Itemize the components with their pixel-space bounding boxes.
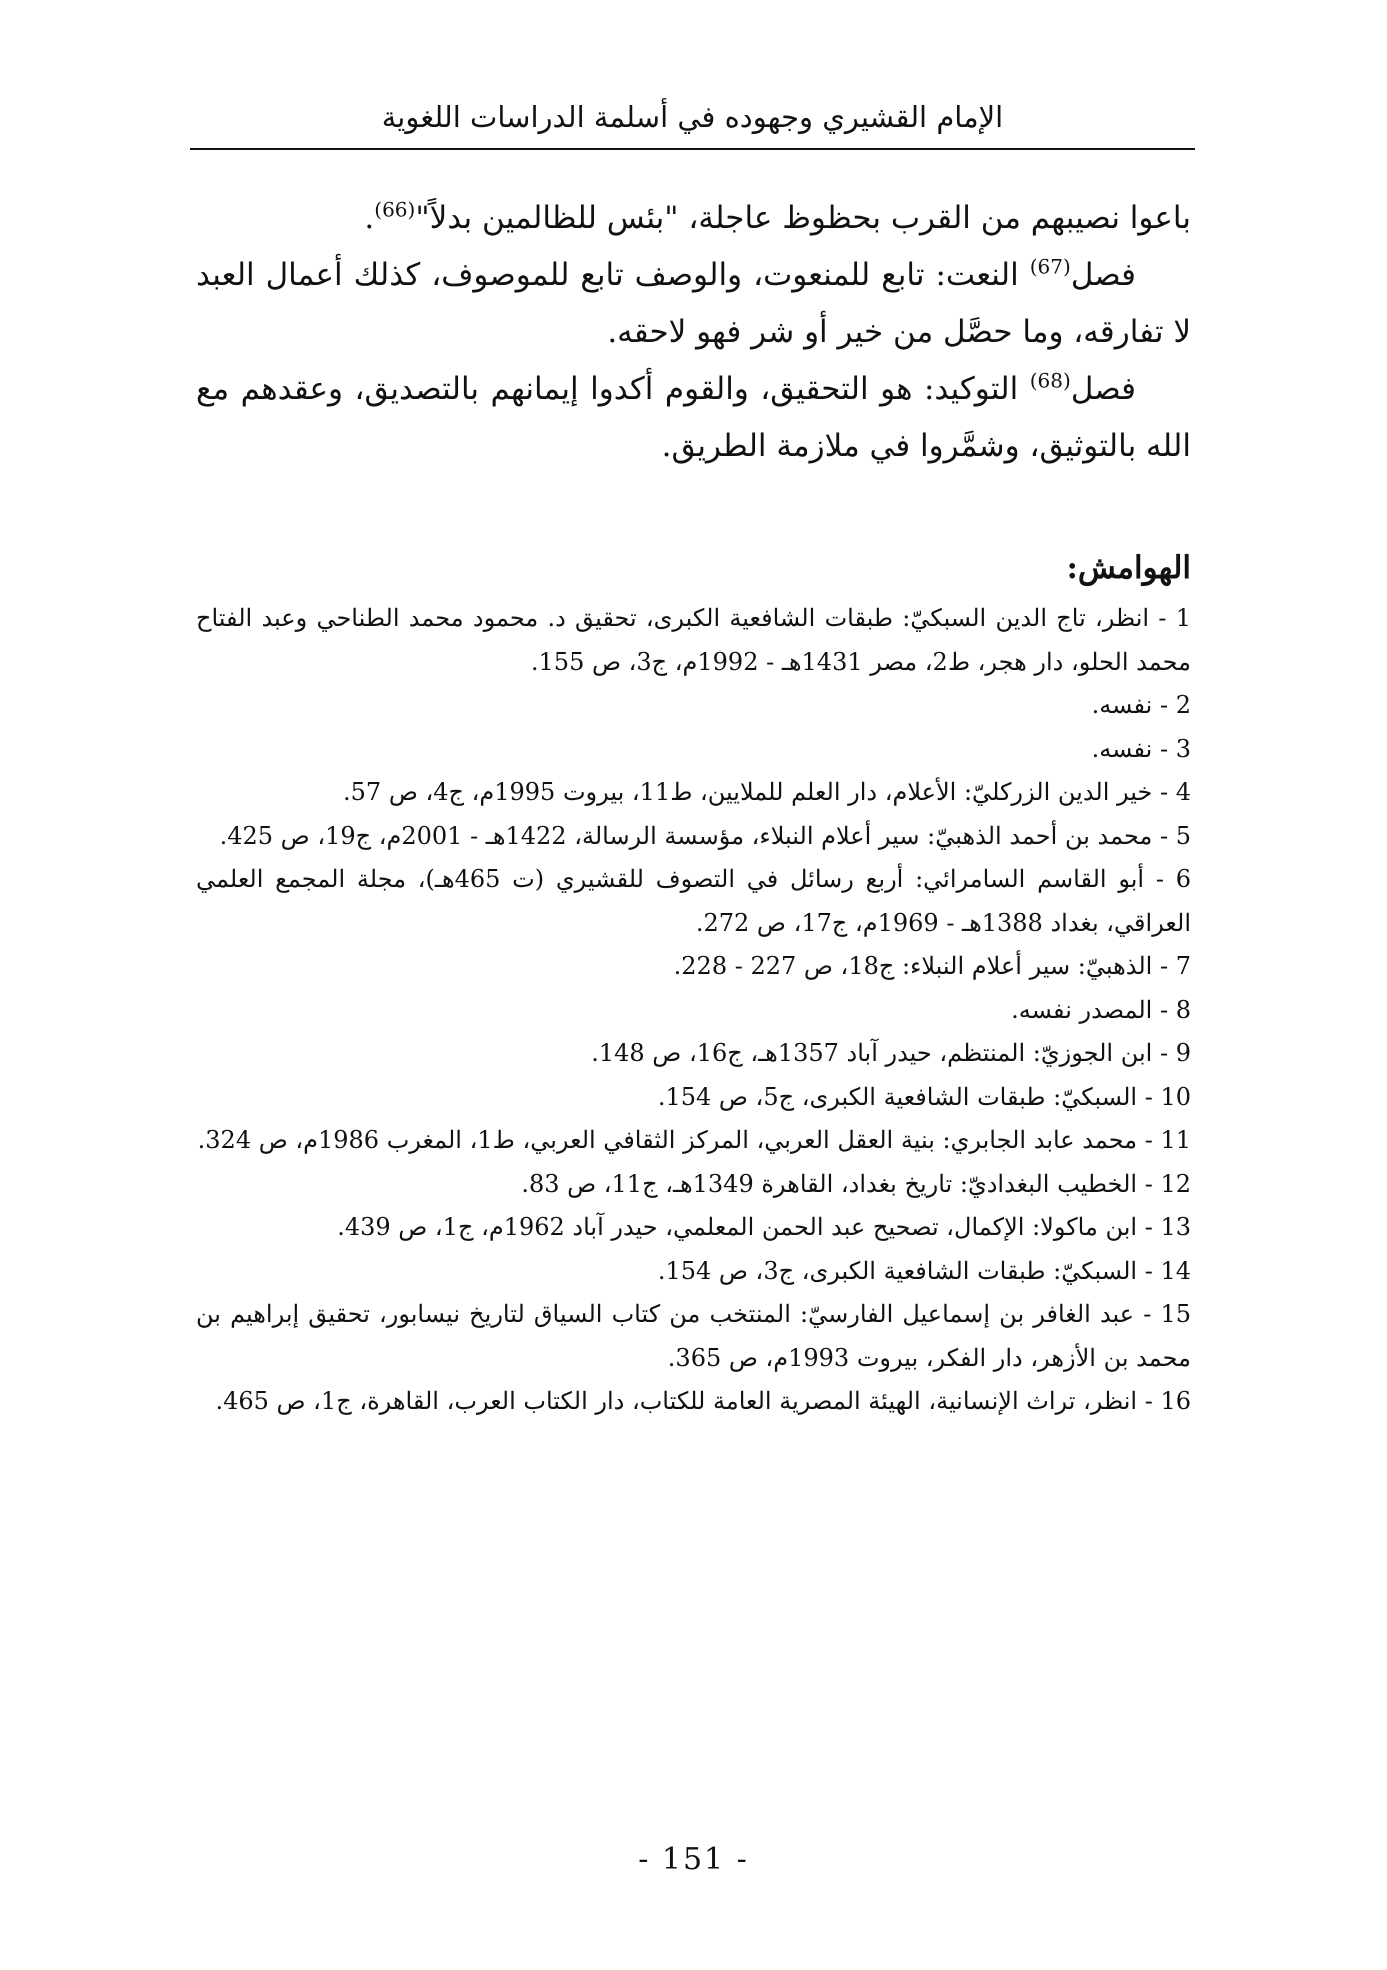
- footnote-item: 7 - الذهبيّ: سير أعلام النبلاء: ج18، ص 227 - 228.: [673, 952, 1191, 980]
- paragraph-1-text: باعوا نصيبهم من القرب بحظوظ عاجلة، "بئس للظالمين بدلاً": [415, 200, 1191, 236]
- footnote-item: 16 - انظر، تراث الإنسانية، الهيئة المصرية العامة للكتاب، دار الكتاب العرب، القاهرة، ج1، ص 465.: [215, 1387, 1191, 1415]
- footnote-ref-67: (67): [1029, 254, 1071, 279]
- paragraph-3: [196, 361, 1191, 475]
- paragraph-3-text: التوكيد: هو التحقيق، والقوم أكدوا إيمانهم بالتصديق، وعقدهم مع الله بالتوثيق، وشمَّروا في ملازمة الطريق.: [196, 371, 1191, 464]
- footnotes-list: [196, 597, 1191, 1424]
- footnote-item: 3 - نفسه.: [1091, 734, 1191, 763]
- paragraph-1: [196, 190, 1191, 247]
- footnote-item: 2 - نفسه.: [1091, 691, 1191, 719]
- paragraph-2-lead: فصل: [1070, 257, 1136, 293]
- main-text: [196, 190, 1191, 475]
- footnote-item: 4 - خير الدين الزركليّ: الأعلام، دار العلم للملايين، ط11، بيروت 1995م، ج4، ص 57.: [343, 778, 1191, 806]
- footnote-item: 1 - انظر، تاج الدين السبكيّ: طبقات الشافعية الكبرى، تحقيق د. محمود محمد الطناحي وعبد الفتاح محمد الحلو، دار هجر، ط2، مصر 1431هـ - 1992م، ج3، ص 155.: [196, 604, 1191, 676]
- footnote-item: 10 - السبكيّ: طبقات الشافعية الكبرى، ج5، ص 154.: [657, 1082, 1191, 1111]
- header-divider: [190, 148, 1195, 150]
- paragraph-2: [196, 247, 1191, 361]
- running-header: الإمام القشيري وجهوده في أسلمة الدراسات اللغوية: [381, 100, 1004, 134]
- footnote-item: 11 - محمد عابد الجابري: بنية العقل العربي، المركز الثقافي العربي، ط1، المغرب 1986م، ص 324.: [197, 1126, 1191, 1154]
- footnote-item: 13 - ابن ماكولا: الإكمال، تصحيح عبد الحمن المعلمي، حيدر آباد 1962م، ج1، ص 439.: [337, 1213, 1191, 1241]
- footnote-item: 14 - السبكيّ: طبقات الشافعية الكبرى، ج3، ص 154.: [657, 1256, 1191, 1285]
- paragraph-1-tail: .: [364, 200, 375, 236]
- footnote-item: 12 - الخطيب البغداديّ: تاريخ بغداد، القاهرة 1349هـ، ج11، ص 83.: [521, 1169, 1191, 1198]
- page-number: - 151 -: [638, 1842, 749, 1877]
- footnote-ref-68: (68): [1029, 368, 1071, 393]
- footnote-item: 5 - محمد بن أحمد الذهبيّ: سير أعلام النبلاء، مؤسسة الرسالة، 1422هـ - 2001م، ج19، ص 425.: [219, 821, 1191, 850]
- footnote-item: 9 - ابن الجوزيّ: المنتظم، حيدر آباد 1357هـ، ج16، ص 148.: [591, 1039, 1191, 1067]
- footnote-item: 8 - المصدر نفسه.: [1011, 995, 1191, 1024]
- footnote-ref-66: (66): [374, 197, 416, 222]
- paragraph-3-lead: فصل: [1070, 371, 1136, 407]
- footnotes-heading: الهوامش:: [1066, 550, 1191, 586]
- footnote-item: 6 - أبو القاسم السامرائي: أربع رسائل في التصوف للقشيري (ت 465هـ)، مجلة المجمع العلمي العراقي، بغداد 1388هـ - 1969م، ج17، ص 272.: [196, 865, 1191, 937]
- paragraph-2-text: النعت: تابع للمنعوت، والوصف تابع للموصوف، كذلك أعمال العبد لا تفارقه، وما حصَّل من خير أو شر فهو لاحقه.: [196, 257, 1191, 350]
- footnote-item: 15 - عبد الغافر بن إسماعيل الفارسيّ: المنتخب من كتاب السياق لتاريخ نيسابور، تحقيق إبراهيم بن محمد بن الأزهر، دار الفكر، بيروت 1993م، ص 365.: [196, 1300, 1191, 1372]
